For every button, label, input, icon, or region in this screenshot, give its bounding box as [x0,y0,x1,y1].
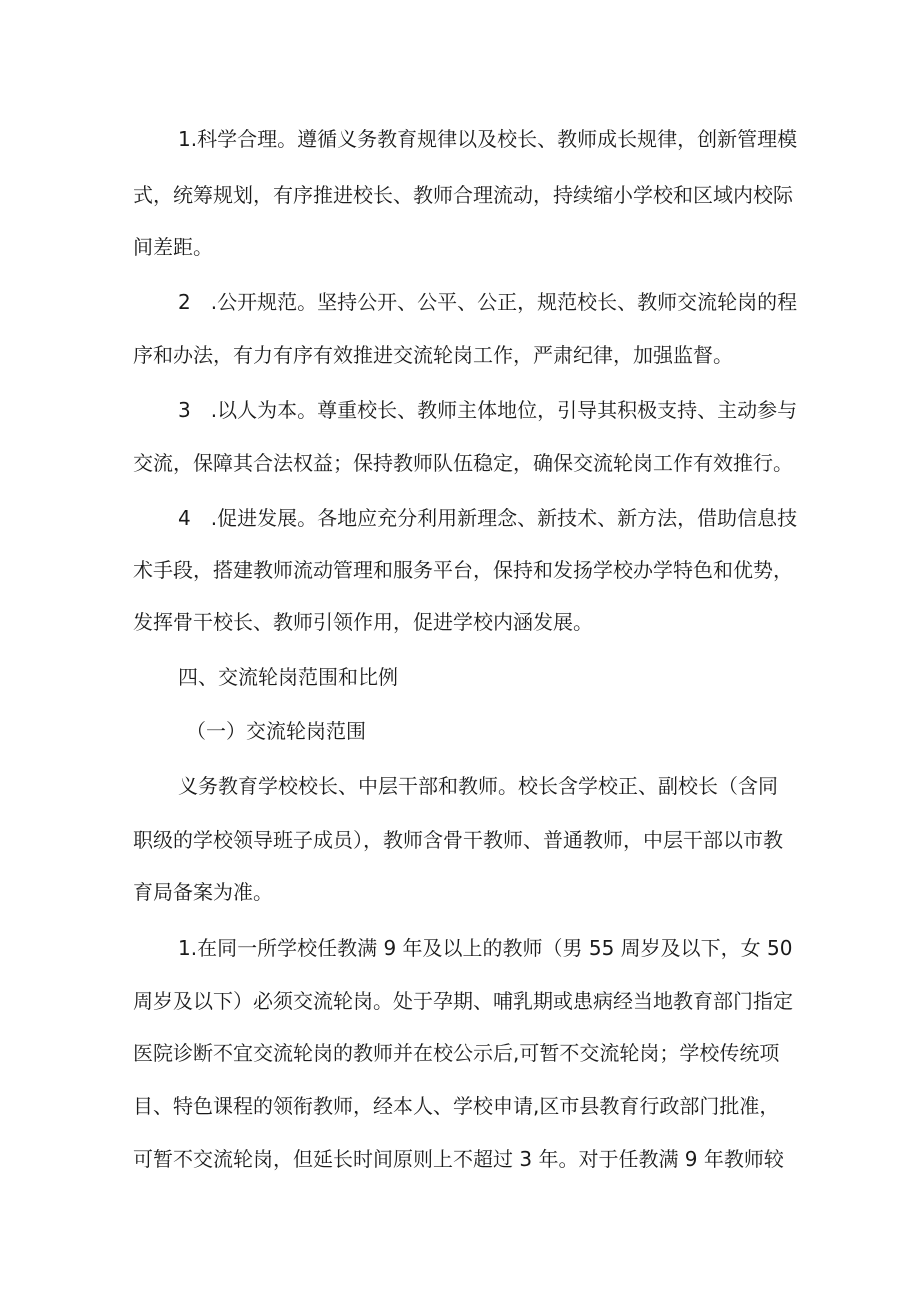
paragraph-1-line-1: 1.科学合理。遵循义务教育规律以及校长、教师成长规律，创新管理模 [178,127,798,151]
paragraph-6-line-2: 周岁及以下）必须交流轮岗。处于孕期、哺乳期或患病经当地教育部门指定 [133,989,793,1013]
paragraph-6-line-5: 可暂不交流轮岗，但延长时间原则上不超过 3 年。对于任教满 9 年教师较 [133,1147,784,1171]
paragraph-2-line-1: 2 .公开规范。坚持公开、公平、公正，规范校长、教师交流轮岗的程 [178,290,798,314]
paragraph-3-line-1: 3 .以人为本。尊重校长、教师主体地位，引导其积极支持、主动参与 [178,398,798,422]
paragraph-3-line-2: 交流，保障其合法权益；保持教师队伍稳定，确保交流轮岗工作有效推行。 [133,451,793,475]
paragraph-1-line-3: 间差距。 [133,235,213,259]
paragraph-6-line-3: 医院诊断不宜交流轮岗的教师并在校公示后,可暂不交流轮岗；学校传统项 [133,1041,780,1065]
section-heading-4: 四、交流轮岗范围和比例 [178,665,398,689]
paragraph-5-line-1: 义务教育学校校长、中层干部和教师。校长含学校正、副校长（含同 [178,774,778,798]
paragraph-6-line-4: 目、特色课程的领衔教师，经本人、学校申请,区市县教育行政部门批准， [133,1094,780,1118]
paragraph-4-line-2: 术手段，搭建教师流动管理和服务平台，保持和发扬学校办学特色和优势， [133,558,793,582]
paragraph-2-line-2: 序和办法，有力有序有效推进交流轮岗工作，严肃纪律，加强监督。 [133,343,733,367]
paragraph-5-line-3: 育局备案为准。 [133,880,273,904]
paragraph-6-line-1: 1.在同一所学校任教满 9 年及以上的教师（男 55 周岁及以下，女 50 [178,936,793,960]
subsection-heading-4-1: （一）交流轮岗范围 [186,719,366,743]
paragraph-1-line-2: 式，统筹规划，有序推进校长、教师合理流动，持续缩小学校和区域内校际 [133,183,793,207]
paragraph-4-line-1: 4 .促进发展。各地应充分利用新理念、新技术、新方法，借助信息技 [178,506,798,530]
paragraph-5-line-2: 职级的学校领导班子成员），教师含骨干教师、普通教师，中层干部以市教 [133,828,783,852]
paragraph-4-line-3: 发挥骨干校长、教师引领作用，促进学校内涵发展。 [133,610,593,634]
